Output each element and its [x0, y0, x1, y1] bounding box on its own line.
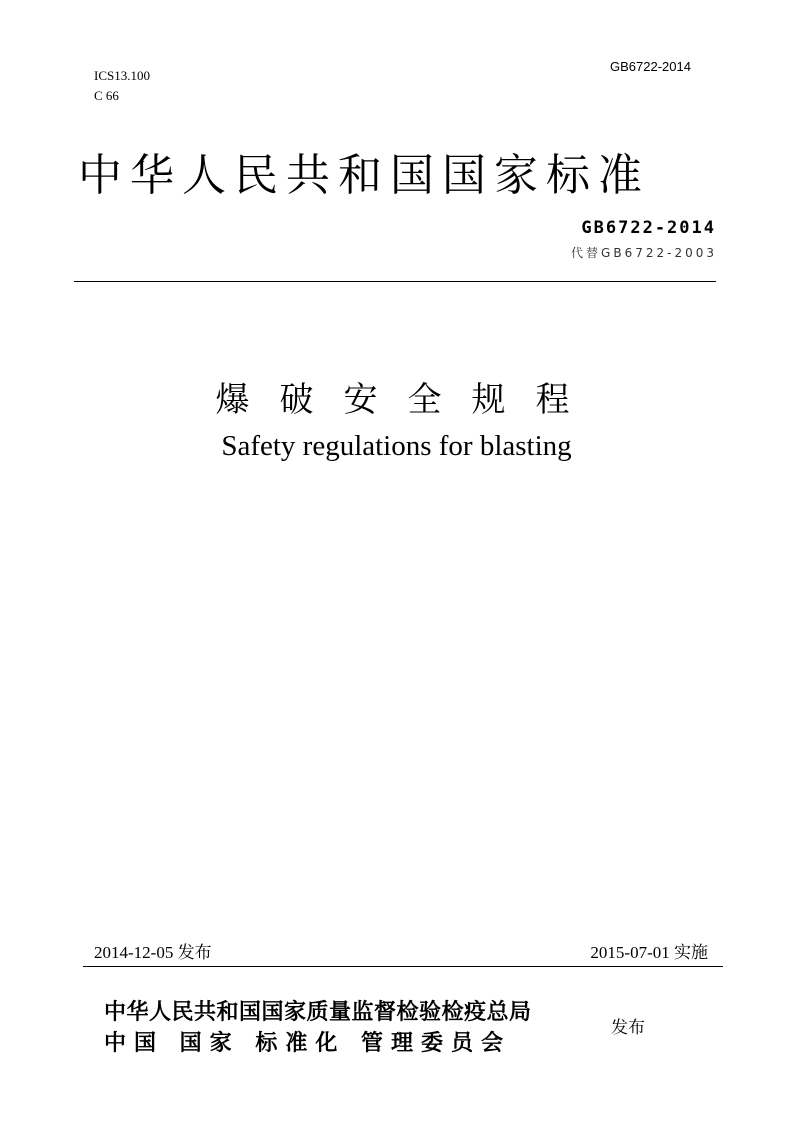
publish-label: 发布 [611, 1018, 645, 1038]
standard-code-top: GB6722-2014 [610, 59, 691, 74]
top-divider [74, 281, 716, 282]
issuer-org-2: 中国 国家 标准化 管理委员会 [104, 1031, 511, 1056]
issuer-org-1: 中华人民共和国国家质量监督检验检疫总局 [104, 1000, 532, 1025]
classification-codes [94, 66, 150, 106]
document-title-en: Safety regulations for blasting [221, 430, 572, 462]
ccs-code: C 66 [94, 88, 119, 103]
implementation-date: 2015-07-01 实施 [590, 943, 708, 962]
ics-code: ICS13.100 [94, 68, 150, 83]
replaces-standard: 代替GB6722-2003 [571, 246, 717, 260]
standard-heading: 中华人民共和国国家标准 [78, 150, 650, 201]
standard-code: GB6722-2014 [581, 218, 716, 238]
document-title-cn: 爆破安全规程 [215, 380, 600, 420]
bottom-divider [83, 966, 723, 967]
issue-date: 2014-12-05 发布 [94, 943, 212, 962]
